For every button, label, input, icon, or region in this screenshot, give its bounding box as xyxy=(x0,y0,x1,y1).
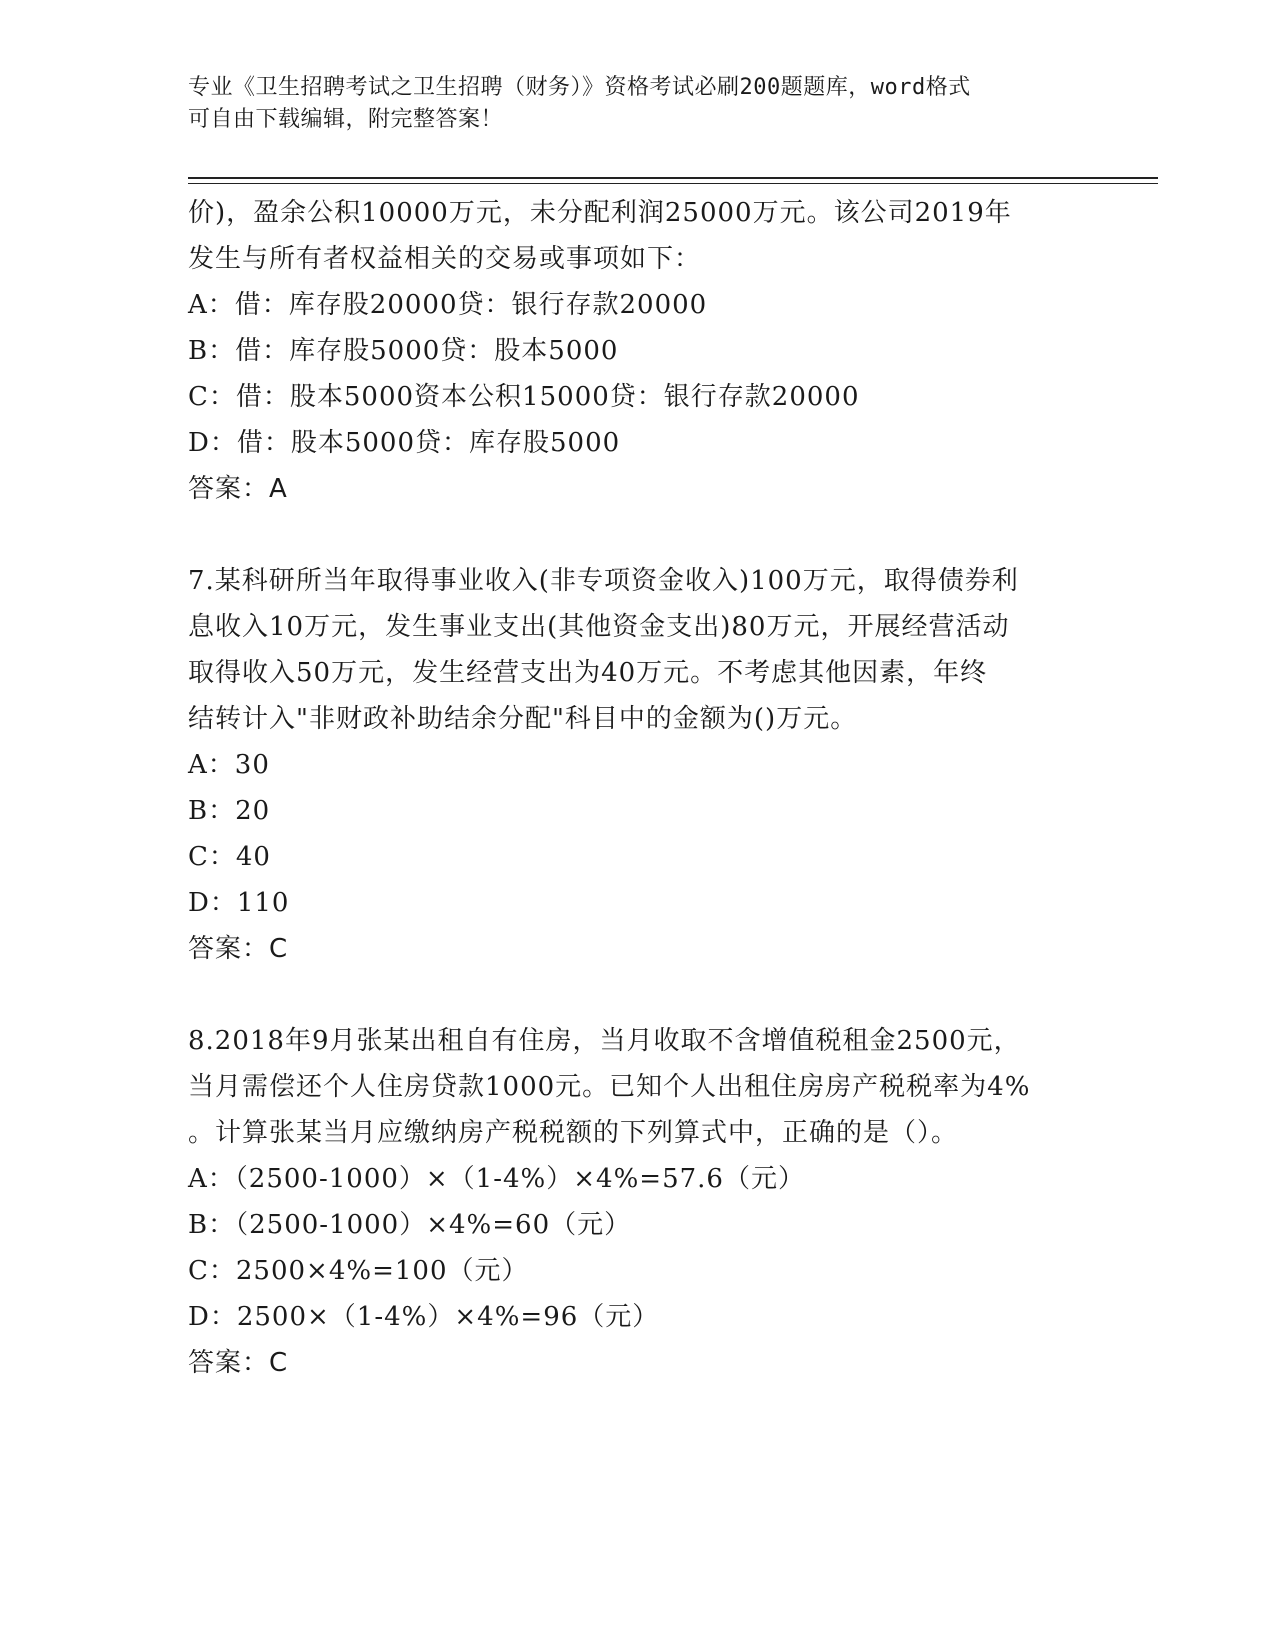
header-divider-thick xyxy=(188,177,1158,179)
question-6 xyxy=(188,190,1088,512)
question-7 xyxy=(188,558,1088,972)
document-body xyxy=(188,190,1088,1386)
question-6-answer: 答案：A xyxy=(188,474,288,504)
question-6-option-a: A：借：库存股20000贷：银行存款20000 xyxy=(188,290,708,320)
question-8-option-a: A：（2500-1000）×（1-4%）×4%=57.6（元） xyxy=(188,1164,805,1194)
question-7-answer: 答案：C xyxy=(188,934,289,964)
question-8-answer: 答案：C xyxy=(188,1348,289,1378)
question-7-option-d: D：110 xyxy=(188,888,290,918)
header-divider-thin xyxy=(188,183,1158,184)
question-6-option-c: C：借：股本5000资本公积15000贷：银行存款20000 xyxy=(188,382,860,412)
header-line-1: 专业《卫生招聘考试之卫生招聘（财务）》资格考试必刷200题题库，word格式 xyxy=(188,75,971,100)
question-8-stem-line: 当月需偿还个人住房贷款1000元。已知个人出租住房房产税税率为4% xyxy=(188,1072,1031,1102)
question-8-option-b: B：（2500-1000）×4%=60（元） xyxy=(188,1210,632,1240)
question-8-stem-line: 8.2018年9月张某出租自有住房，当月收取不含增值税租金2500元， xyxy=(188,1026,1021,1056)
document-header xyxy=(188,72,1068,136)
spacer xyxy=(188,512,1088,558)
question-6-option-b: B：借：库存股5000贷：股本5000 xyxy=(188,336,619,366)
question-8 xyxy=(188,1018,1088,1386)
question-8-stem-line: 。计算张某当月应缴纳房产税税额的下列算式中，正确的是（）。 xyxy=(188,1118,959,1148)
question-8-option-c: C：2500×4%=100（元） xyxy=(188,1256,529,1286)
spacer xyxy=(188,972,1088,1018)
header-line-2: 可自由下载编辑，附完整答案！ xyxy=(188,107,504,132)
question-7-stem-line: 取得收入50万元，发生经营支出为40万元。不考虑其他因素，年终 xyxy=(188,658,988,688)
question-7-stem-line: 结转计入"非财政补助结余分配"科目中的金额为()万元。 xyxy=(188,704,858,734)
question-7-option-c: C：40 xyxy=(188,842,271,872)
question-7-option-b: B：20 xyxy=(188,796,271,826)
question-8-option-d: D：2500×（1-4%）×4%=96（元） xyxy=(188,1302,660,1332)
question-7-stem-line: 息收入10万元，发生事业支出(其他资金支出)80万元，开展经营活动 xyxy=(188,612,1010,642)
question-6-stem-line: 价)，盈余公积10000万元，未分配利润25000万元。该公司2019年 xyxy=(188,198,1012,228)
question-6-stem-line: 发生与所有者权益相关的交易或事项如下： xyxy=(188,244,702,274)
question-6-option-d: D：借：股本5000贷：库存股5000 xyxy=(188,428,621,458)
question-7-option-a: A：30 xyxy=(188,750,270,780)
question-7-stem-line: 7.某科研所当年取得事业收入(非专项资金收入)100万元，取得债券利 xyxy=(188,566,1019,596)
